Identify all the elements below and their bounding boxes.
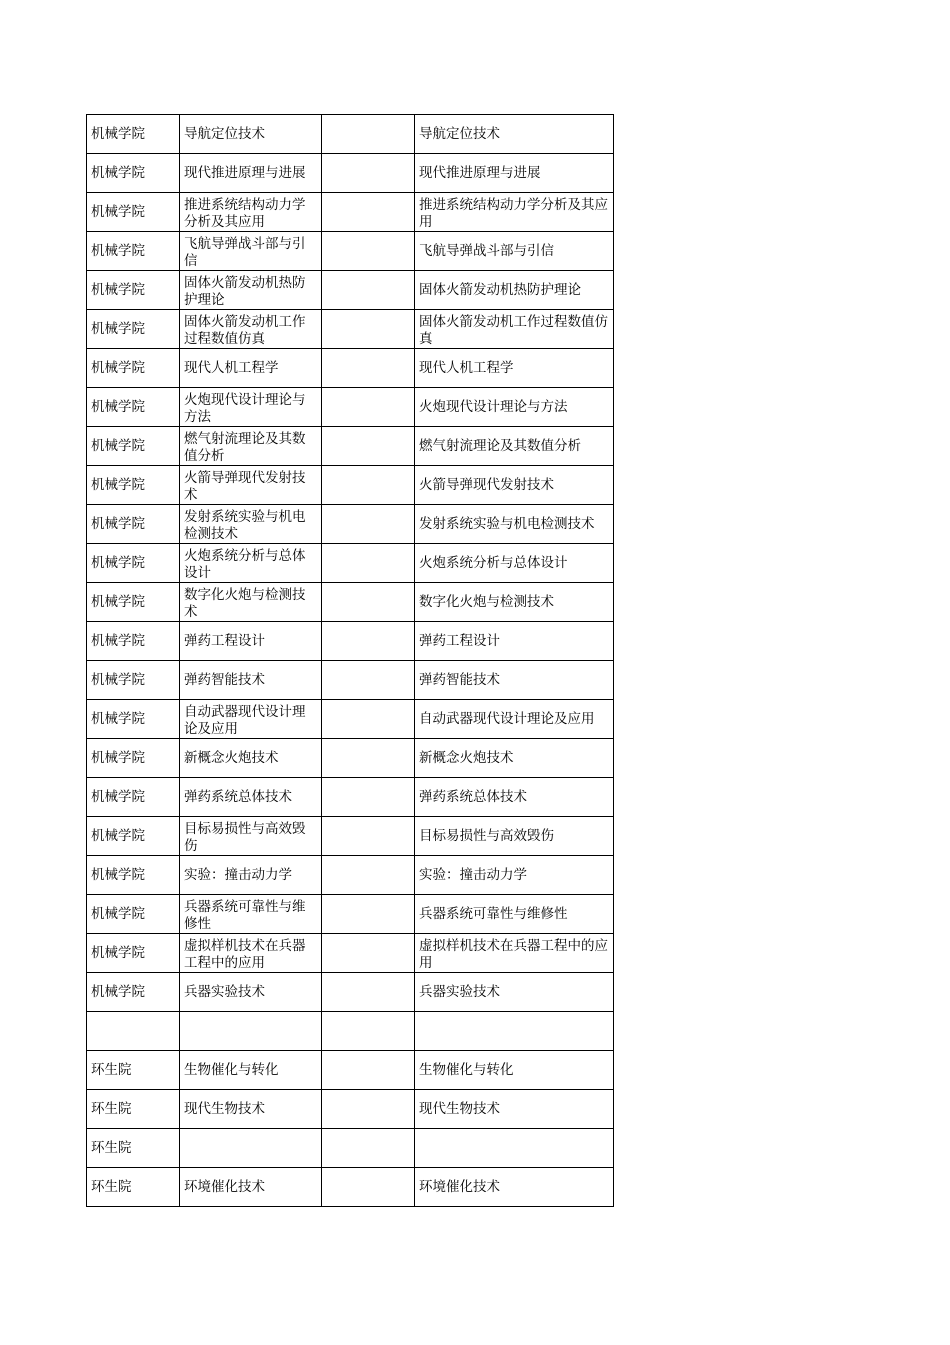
- college-cell: [87, 1012, 180, 1051]
- college-cell-text: 机械学院: [91, 827, 145, 844]
- course-name-cell-text: 数字化火炮与检测技术: [184, 587, 306, 620]
- empty-cell: [322, 271, 415, 310]
- table-row: [87, 271, 614, 310]
- course-full-name-cell-text: 火炮现代设计理论与方法: [419, 398, 568, 415]
- college-cell: [87, 505, 180, 544]
- empty-cell: [322, 622, 415, 661]
- table-row: [87, 583, 614, 622]
- course-name-cell: [180, 583, 322, 622]
- course-name-cell: [180, 934, 322, 973]
- course-name-cell-text: 实验：撞击动力学: [184, 866, 292, 883]
- table-row: [87, 973, 614, 1012]
- course-name-cell: [180, 739, 322, 778]
- college-cell: [87, 193, 180, 232]
- college-cell: [87, 1051, 180, 1090]
- course-name-cell: [180, 388, 322, 427]
- course-name-cell-text: 固体火箭发动机热防护理论: [184, 275, 306, 308]
- empty-cell: [322, 505, 415, 544]
- college-cell-text: 机械学院: [91, 905, 145, 922]
- table-row: [87, 349, 614, 388]
- college-cell: [87, 934, 180, 973]
- course-name-cell-text: 虚拟样机技术在兵器工程中的应用: [184, 938, 306, 971]
- college-cell-text: 机械学院: [91, 866, 145, 883]
- course-full-name-cell: [415, 661, 614, 700]
- college-cell: [87, 388, 180, 427]
- college-cell: [87, 1129, 180, 1168]
- college-cell: [87, 583, 180, 622]
- empty-cell: [322, 1051, 415, 1090]
- empty-cell: [322, 1012, 415, 1051]
- course-full-name-cell: [415, 856, 614, 895]
- course-name-cell-text: 火箭导弹现代发射技术: [184, 470, 306, 503]
- college-cell-text: 机械学院: [91, 320, 145, 337]
- course-full-name-cell: [415, 544, 614, 583]
- college-cell-text: 机械学院: [91, 398, 145, 415]
- course-full-name-cell-text: 导航定位技术: [419, 125, 500, 142]
- college-cell-text: 机械学院: [91, 710, 145, 727]
- college-cell: [87, 310, 180, 349]
- course-name-cell: [180, 1051, 322, 1090]
- course-full-name-cell-text: 兵器实验技术: [419, 983, 500, 1000]
- course-full-name-cell-text: 目标易损性与高效毁伤: [419, 827, 554, 844]
- course-full-name-cell: [415, 895, 614, 934]
- college-cell: [87, 427, 180, 466]
- table-row: [87, 427, 614, 466]
- empty-cell: [322, 739, 415, 778]
- course-name-cell: [180, 973, 322, 1012]
- college-cell: [87, 895, 180, 934]
- course-full-name-cell-text: 生物催化与转化: [419, 1061, 514, 1078]
- course-full-name-cell: [415, 154, 614, 193]
- college-cell: [87, 154, 180, 193]
- college-cell: [87, 1168, 180, 1207]
- table-row: [87, 778, 614, 817]
- course-full-name-cell-text: 环境催化技术: [419, 1178, 500, 1195]
- college-cell-text: 机械学院: [91, 476, 145, 493]
- course-name-cell-text: 新概念火炮技术: [184, 749, 279, 766]
- course-name-cell: [180, 622, 322, 661]
- college-cell-text: 环生院: [91, 1139, 132, 1156]
- course-full-name-cell: [415, 622, 614, 661]
- course-name-cell-text: 现代推进原理与进展: [184, 164, 306, 181]
- course-full-name-cell: [415, 1012, 614, 1051]
- course-full-name-cell-text: 发射系统实验与机电检测技术: [419, 515, 595, 532]
- course-full-name-cell: [415, 583, 614, 622]
- course-name-cell-text: 现代人机工程学: [184, 359, 279, 376]
- course-name-cell: [180, 1129, 322, 1168]
- college-cell: [87, 544, 180, 583]
- college-cell-text: 机械学院: [91, 164, 145, 181]
- college-cell: [87, 349, 180, 388]
- course-full-name-cell: [415, 934, 614, 973]
- table-row: [87, 544, 614, 583]
- course-full-name-cell: [415, 1051, 614, 1090]
- empty-cell: [322, 700, 415, 739]
- college-cell-text: 环生院: [91, 1178, 132, 1195]
- course-name-cell-text: 推进系统结构动力学分析及其应用: [184, 197, 306, 230]
- table-row: [87, 739, 614, 778]
- course-name-cell-text: 目标易损性与高效毁伤: [184, 821, 306, 854]
- course-name-cell-text: 固体火箭发动机工作过程数值仿真: [184, 314, 306, 347]
- course-full-name-cell-text: 兵器系统可靠性与维修性: [419, 905, 568, 922]
- course-full-name-cell: [415, 1168, 614, 1207]
- course-full-name-cell-text: 火箭导弹现代发射技术: [419, 476, 554, 493]
- course-full-name-cell: [415, 427, 614, 466]
- course-full-name-cell: [415, 778, 614, 817]
- table-row: [87, 1129, 614, 1168]
- course-name-cell-text: 现代生物技术: [184, 1100, 265, 1117]
- course-name-cell-text: 自动武器现代设计理论及应用: [184, 704, 306, 737]
- college-cell-text: 机械学院: [91, 749, 145, 766]
- course-name-cell: [180, 661, 322, 700]
- college-cell-text: 机械学院: [91, 242, 145, 259]
- college-cell-text: 机械学院: [91, 671, 145, 688]
- empty-cell: [322, 973, 415, 1012]
- course-name-cell-text: 发射系统实验与机电检测技术: [184, 509, 306, 542]
- college-cell-text: 机械学院: [91, 632, 145, 649]
- table-row: [87, 856, 614, 895]
- course-full-name-cell: [415, 700, 614, 739]
- course-full-name-cell-text: 弹药智能技术: [419, 671, 500, 688]
- course-full-name-cell-text: 新概念火炮技术: [419, 749, 514, 766]
- table-row: [87, 622, 614, 661]
- college-cell: [87, 739, 180, 778]
- course-name-cell: [180, 856, 322, 895]
- table-row: [87, 1051, 614, 1090]
- table-row: [87, 388, 614, 427]
- empty-cell: [322, 1129, 415, 1168]
- table-row: [87, 115, 614, 154]
- empty-cell: [322, 661, 415, 700]
- empty-cell: [322, 388, 415, 427]
- course-name-cell: [180, 349, 322, 388]
- empty-cell: [322, 934, 415, 973]
- course-name-cell-text: 火炮系统分析与总体设计: [184, 548, 306, 581]
- course-name-cell-text: 弹药系统总体技术: [184, 788, 292, 805]
- college-cell-text: 环生院: [91, 1061, 132, 1078]
- course-name-cell: [180, 778, 322, 817]
- course-name-cell-text: 兵器系统可靠性与维修性: [184, 899, 306, 932]
- course-name-cell: [180, 1012, 322, 1051]
- course-full-name-cell-text: 固体火箭发动机热防护理论: [419, 281, 581, 298]
- course-full-name-cell: [415, 505, 614, 544]
- college-cell: [87, 700, 180, 739]
- college-cell: [87, 661, 180, 700]
- course-full-name-cell-text: 弹药系统总体技术: [419, 788, 527, 805]
- course-name-cell-text: 环境催化技术: [184, 1178, 265, 1195]
- course-name-cell-text: 火炮现代设计理论与方法: [184, 392, 306, 425]
- table-row: [87, 1090, 614, 1129]
- course-name-cell: [180, 700, 322, 739]
- course-full-name-cell: [415, 388, 614, 427]
- table-row: [87, 505, 614, 544]
- college-cell: [87, 778, 180, 817]
- course-full-name-cell-text: 飞航导弹战斗部与引信: [419, 242, 554, 259]
- college-cell: [87, 973, 180, 1012]
- course-full-name-cell-text: 燃气射流理论及其数值分析: [419, 437, 581, 454]
- course-full-name-cell: [415, 349, 614, 388]
- college-cell-text: 机械学院: [91, 359, 145, 376]
- course-name-cell: [180, 895, 322, 934]
- course-name-cell-text: 飞航导弹战斗部与引信: [184, 236, 306, 269]
- college-cell: [87, 1090, 180, 1129]
- course-name-cell: [180, 193, 322, 232]
- table-row: [87, 1168, 614, 1207]
- table-row: [87, 895, 614, 934]
- course-full-name-cell-text: 实验：撞击动力学: [419, 866, 527, 883]
- course-name-cell: [180, 544, 322, 583]
- table-row: [87, 700, 614, 739]
- table-row: [87, 232, 614, 271]
- course-full-name-cell-text: 现代推进原理与进展: [419, 164, 541, 181]
- college-cell-text: 机械学院: [91, 593, 145, 610]
- course-full-name-cell-text: 现代人机工程学: [419, 359, 514, 376]
- empty-cell: [322, 154, 415, 193]
- empty-cell: [322, 778, 415, 817]
- course-full-name-cell-text: 虚拟样机技术在兵器工程中的应用: [419, 938, 608, 971]
- table-row: [87, 661, 614, 700]
- table-row: [87, 934, 614, 973]
- empty-cell: [322, 856, 415, 895]
- table-row: [87, 1012, 614, 1051]
- college-cell: [87, 271, 180, 310]
- college-cell-text: 机械学院: [91, 125, 145, 142]
- course-name-cell: [180, 271, 322, 310]
- college-cell-text: 机械学院: [91, 983, 145, 1000]
- college-cell-text: 环生院: [91, 1100, 132, 1117]
- course-full-name-cell: [415, 115, 614, 154]
- table-row: [87, 154, 614, 193]
- empty-cell: [322, 583, 415, 622]
- college-cell: [87, 115, 180, 154]
- empty-cell: [322, 193, 415, 232]
- course-name-cell-text: 燃气射流理论及其数值分析: [184, 431, 306, 464]
- course-full-name-cell: [415, 739, 614, 778]
- empty-cell: [322, 115, 415, 154]
- course-name-cell-text: 导航定位技术: [184, 125, 265, 142]
- college-cell: [87, 622, 180, 661]
- course-name-cell: [180, 505, 322, 544]
- course-full-name-cell: [415, 973, 614, 1012]
- table-row: [87, 310, 614, 349]
- college-cell-text: 机械学院: [91, 437, 145, 454]
- course-full-name-cell: [415, 232, 614, 271]
- college-cell: [87, 817, 180, 856]
- college-cell-text: 机械学院: [91, 944, 145, 961]
- course-full-name-cell: [415, 310, 614, 349]
- course-name-cell: [180, 1168, 322, 1207]
- course-full-name-cell-text: 火炮系统分析与总体设计: [419, 554, 568, 571]
- course-name-cell-text: 弹药智能技术: [184, 671, 265, 688]
- course-full-name-cell: [415, 466, 614, 505]
- empty-cell: [322, 466, 415, 505]
- course-name-cell-text: 生物催化与转化: [184, 1061, 279, 1078]
- college-cell: [87, 232, 180, 271]
- course-full-name-cell-text: 弹药工程设计: [419, 632, 500, 649]
- course-full-name-cell: [415, 1129, 614, 1168]
- empty-cell: [322, 232, 415, 271]
- course-full-name-cell-text: 现代生物技术: [419, 1100, 500, 1117]
- empty-cell: [322, 895, 415, 934]
- empty-cell: [322, 817, 415, 856]
- college-cell-text: 机械学院: [91, 203, 145, 220]
- college-cell-text: 机械学院: [91, 281, 145, 298]
- course-name-cell: [180, 115, 322, 154]
- table-row: [87, 466, 614, 505]
- course-name-cell-text: 弹药工程设计: [184, 632, 265, 649]
- course-name-cell-text: 兵器实验技术: [184, 983, 265, 1000]
- course-full-name-cell-text: 数字化火炮与检测技术: [419, 593, 554, 610]
- course-table: [86, 114, 614, 1207]
- college-cell-text: 机械学院: [91, 515, 145, 532]
- table-row: [87, 193, 614, 232]
- course-name-cell: [180, 154, 322, 193]
- course-name-cell: [180, 232, 322, 271]
- course-full-name-cell: [415, 271, 614, 310]
- course-full-name-cell: [415, 1090, 614, 1129]
- college-cell: [87, 466, 180, 505]
- empty-cell: [322, 1090, 415, 1129]
- course-full-name-cell-text: 推进系统结构动力学分析及其应用: [419, 197, 608, 230]
- course-full-name-cell: [415, 817, 614, 856]
- course-full-name-cell-text: 自动武器现代设计理论及应用: [419, 710, 595, 727]
- course-name-cell: [180, 1090, 322, 1129]
- empty-cell: [322, 427, 415, 466]
- course-full-name-cell: [415, 193, 614, 232]
- college-cell-text: 机械学院: [91, 788, 145, 805]
- course-name-cell: [180, 466, 322, 505]
- table-row: [87, 817, 614, 856]
- empty-cell: [322, 349, 415, 388]
- course-name-cell: [180, 310, 322, 349]
- empty-cell: [322, 310, 415, 349]
- course-name-cell: [180, 427, 322, 466]
- course-full-name-cell-text: 固体火箭发动机工作过程数值仿真: [419, 314, 608, 347]
- course-table-body: [87, 115, 614, 1207]
- college-cell: [87, 856, 180, 895]
- college-cell-text: 机械学院: [91, 554, 145, 571]
- empty-cell: [322, 1168, 415, 1207]
- empty-cell: [322, 544, 415, 583]
- course-name-cell: [180, 817, 322, 856]
